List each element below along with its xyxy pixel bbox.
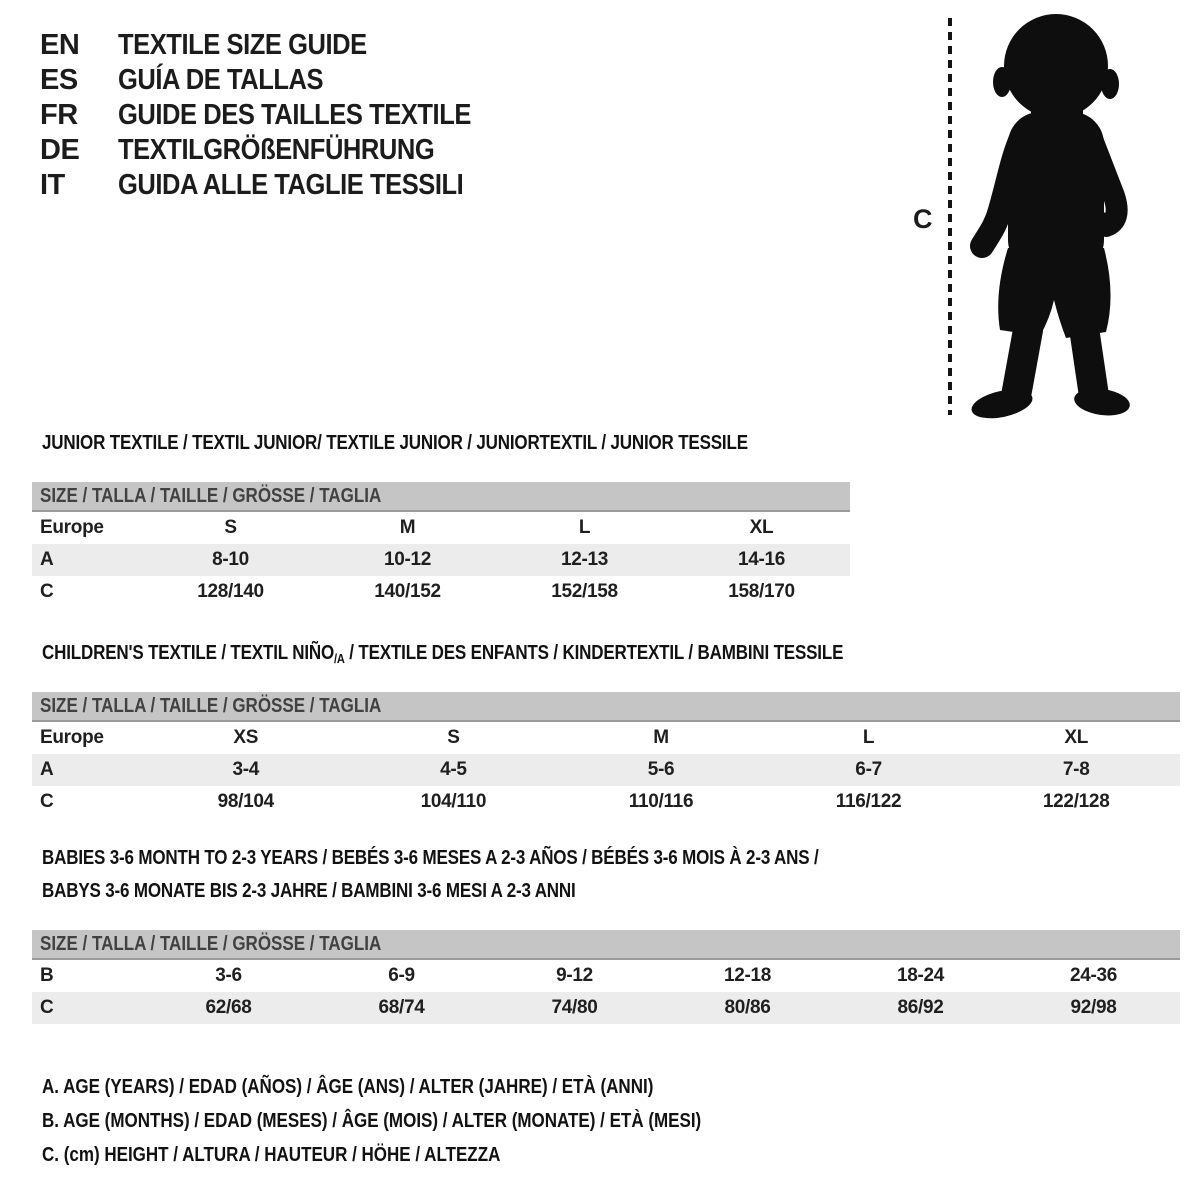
cell: S <box>447 727 460 748</box>
junior-section-title: JUNIOR TEXTILE / TEXTIL JUNIOR/ TEXTILE JUNIOR / JUNIORTEXTIL / JUNIOR TESSILE <box>42 432 748 454</box>
lang-row-de <box>40 133 519 168</box>
cell: 14-16 <box>737 549 786 570</box>
children-section-title: CHILDREN'S TEXTILE / TEXTIL $NIÑO_{/A}$ / TEXTILE DES ENFANTS / KINDERTEXTIL / BAMBINI TESSILE <box>42 642 844 666</box>
legend-line-b: B. AGE (MONTHS) / EDAD (MESES) / ÂGE (MOIS) / ALTER (MONATE) / ETÀ (MESI) <box>42 1110 702 1132</box>
cell: 18-24 <box>896 965 945 986</box>
cell: 80/86 <box>724 997 771 1018</box>
cell: 122/128 <box>1042 791 1110 812</box>
cell: 8-10 <box>212 549 249 570</box>
junior-row-a <box>32 544 850 576</box>
cell: 3-4 <box>232 759 260 780</box>
junior-row-europe <box>32 512 850 544</box>
lang-title: TEXTILGRÖßENFÜHRUNG <box>118 134 435 166</box>
cell: 62/68 <box>205 997 252 1018</box>
children-row-c <box>32 786 1180 818</box>
cell: 10-12 <box>383 549 432 570</box>
cell: S <box>224 517 237 538</box>
lang-row-fr <box>40 98 519 133</box>
nino-a-subscript: /A <box>334 651 345 666</box>
cell: 12-13 <box>560 549 609 570</box>
cell: 9-12 <box>556 965 593 986</box>
lang-code: ES <box>40 64 78 96</box>
cell: 104/110 <box>420 791 487 812</box>
row-label: A <box>40 759 54 780</box>
cell: 98/104 <box>217 791 274 812</box>
cell: 12-18 <box>723 965 772 986</box>
cell: 24-36 <box>1069 965 1118 986</box>
lang-title: TEXTILE SIZE GUIDE <box>118 29 367 61</box>
children-size-table <box>32 692 1180 818</box>
lang-code: DE <box>40 134 80 166</box>
language-title-list <box>40 28 519 203</box>
cell: XL <box>1064 727 1089 748</box>
row-label: A <box>40 549 54 570</box>
cell: L <box>578 517 591 538</box>
row-label: B <box>40 965 54 986</box>
babies-row-c <box>32 992 1180 1024</box>
row-label: C <box>40 791 54 812</box>
legend-line-c: C. (cm) HEIGHT / ALTURA / HAUTEUR / HÖHE / ALTEZZA <box>42 1144 501 1166</box>
children-size-header-bar: SIZE / TALLA / TAILLE / GRÖSSE / TAGLIA <box>32 692 1180 722</box>
cell: 86/92 <box>897 997 944 1018</box>
cell: XS <box>233 727 259 748</box>
measurement-legend <box>42 1070 818 1172</box>
children-row-a <box>32 754 1180 786</box>
height-dashed-line <box>948 18 952 415</box>
legend-line-a: A. AGE (YEARS) / EDAD (AÑOS) / ÂGE (ANS) / ALTER (JAHRE) / ETÀ (ANNI) <box>42 1076 654 1098</box>
cell: 110/116 <box>628 791 694 812</box>
babies-size-header-bar: SIZE / TALLA / TAILLE / GRÖSSE / TAGLIA <box>32 930 1180 960</box>
toddler-silhouette-icon <box>956 8 1148 420</box>
junior-size-header-bar: SIZE / TALLA / TAILLE / GRÖSSE / TAGLIA <box>32 482 850 512</box>
cell: 5-6 <box>647 759 675 780</box>
cell: 140/152 <box>374 581 441 602</box>
row-label: Europe <box>40 727 104 748</box>
cell: 152/158 <box>551 581 618 602</box>
cell: L <box>862 727 875 748</box>
junior-size-table <box>32 482 850 608</box>
lang-title: GUIDE DES TAILLES TEXTILE <box>118 99 471 131</box>
children-row-europe <box>32 722 1180 754</box>
cell: 74/80 <box>551 997 598 1018</box>
cell: M <box>653 727 669 748</box>
junior-row-c <box>32 576 850 608</box>
height-measure-label: C <box>913 204 933 234</box>
cell: 116/122 <box>835 791 902 812</box>
lang-row-it <box>40 168 519 203</box>
cell: XL <box>749 517 774 538</box>
lang-code: FR <box>40 99 78 131</box>
lang-code: IT <box>40 169 65 201</box>
cell: 3-6 <box>215 965 242 986</box>
babies-size-table <box>32 930 1180 1024</box>
cell: 7-8 <box>1062 759 1090 780</box>
row-label: Europe <box>40 517 104 538</box>
cell: 4-5 <box>440 759 467 780</box>
lang-row-en <box>40 28 519 63</box>
row-label: C <box>40 581 54 602</box>
cell: 158/170 <box>728 581 795 602</box>
cell: 128/140 <box>197 581 264 602</box>
lang-title: GUÍA DE TALLAS <box>118 64 324 96</box>
babies-section-title: BABIES 3-6 MONTH TO 2-3 YEARS / BEBÉS 3-6 MESES A 2-3 AÑOS / BÉBÉS 3-6 MOIS À 2-3 ANS / BABYS 3-6 MONATE BIS 2-3 JAHRE / BAMBINI 3-6 MESI A 2-3 ANNI <box>42 847 819 902</box>
cell: M <box>399 517 416 538</box>
lang-title: GUIDA ALLE TAGLIE TESSILI <box>118 169 464 201</box>
lang-code: EN <box>40 29 80 61</box>
cell: 92/98 <box>1070 997 1117 1018</box>
babies-row-b <box>32 960 1180 992</box>
cell: 68/74 <box>378 997 425 1018</box>
cell: 6-7 <box>855 759 882 780</box>
row-label: C <box>40 997 54 1018</box>
lang-row-es <box>40 63 519 98</box>
cell: 6-9 <box>388 965 415 986</box>
